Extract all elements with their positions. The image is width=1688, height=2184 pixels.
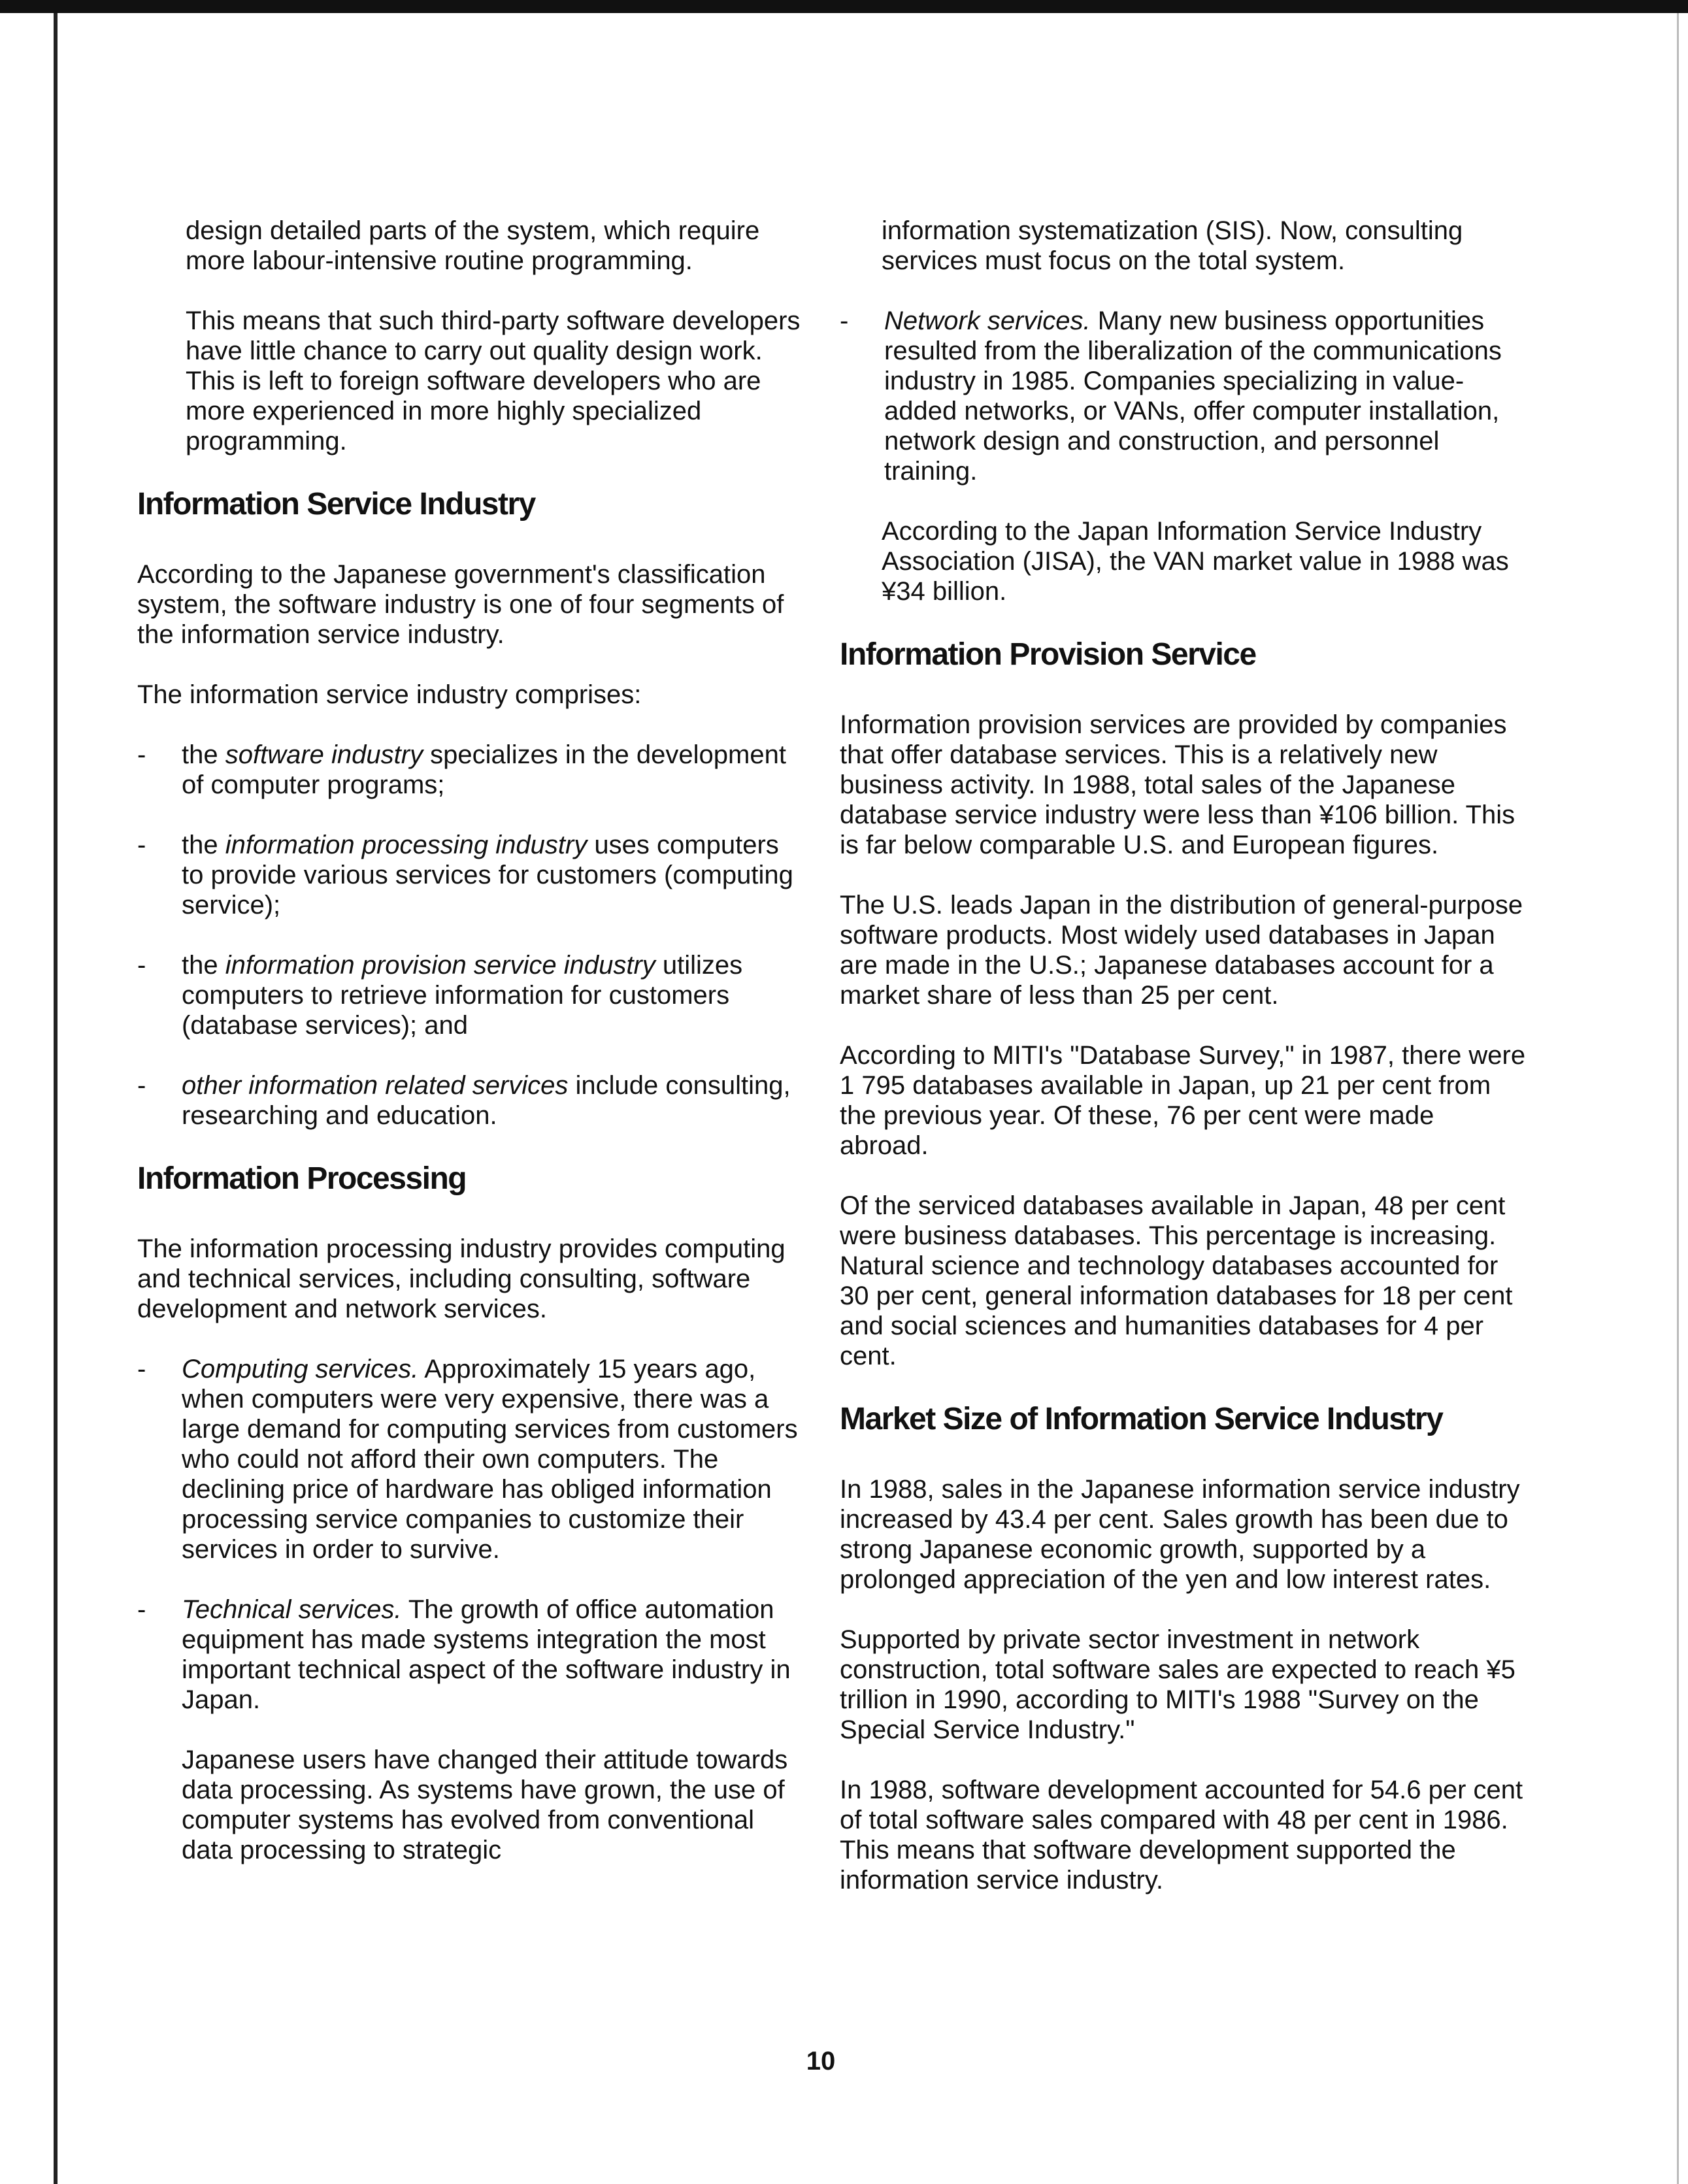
right-scan-edge xyxy=(1677,13,1679,2184)
body-paragraph: In 1988, software development accounted for 54.6 per cent of total software sales compared with 48 per cent in 1986. This means that software development supported the information service industry. xyxy=(840,1776,1523,1894)
list-item: - the information processing industry uses computers to provide various services for customers (computing service); xyxy=(137,831,793,919)
list-dash: - xyxy=(137,1355,146,1383)
section-heading-market-size: Market Size of Information Service Industry xyxy=(840,1402,1443,1436)
list-item: - Technical services. The growth of office automation equipment has made systems integration the most important technical aspect of the software industry in Japan. xyxy=(137,1595,791,1714)
list-item-term: information provision service industry xyxy=(225,951,655,980)
list-item-term: Technical services. xyxy=(182,1595,402,1624)
page-number: 10 xyxy=(806,2047,836,2076)
body-paragraph: In 1988, sales in the Japanese information service industry increased by 43.4 per cent. Sales growth has been due to strong Japanese economic growth, supported by a prolonged appreciation of the yen and low interest rates. xyxy=(840,1475,1520,1594)
section-heading-information-service-industry: Information Service Industry xyxy=(137,487,535,521)
list-item-term: Computing services. xyxy=(182,1355,419,1383)
list-dash: - xyxy=(840,306,849,335)
body-paragraph: According to the Japan Information Service Industry Association (JISA), the VAN market value in 1988 was ¥34 billion. xyxy=(882,517,1509,606)
section-heading-information-provision-service: Information Provision Service xyxy=(840,637,1256,672)
body-paragraph: Of the serviced databases available in Japan, 48 per cent were business databases. This percentage is increasing. Natural science and technology databases accounted for 30 per cent, general information databases for 18 per cent and social sciences and humanities databases for 4 per cent. xyxy=(840,1191,1513,1370)
list-item: - the information provision service industry utilizes computers to retrieve information for customers (database services); and xyxy=(137,951,743,1040)
body-paragraph: According to the Japanese government's classification system, the software industry is one of four segments of the information service industry. xyxy=(137,560,784,649)
list-dash: - xyxy=(137,831,146,859)
intro-paragraph: This means that such third-party software developers have little chance to carry out quality design work. This is left to foreign software developers who are more experienced in more highly specialized programming. xyxy=(186,306,801,455)
top-border-rule xyxy=(0,0,1688,13)
body-paragraph: Supported by private sector investment in network construction, total software sales are expected to reach ¥5 trillion in 1990, according to MITI's 1988 "Survey on the Special Service Industry." xyxy=(840,1625,1515,1744)
section-heading-information-processing: Information Processing xyxy=(137,1161,467,1196)
left-column xyxy=(137,216,804,1895)
body-paragraph: The U.S. leads Japan in the distribution of general-purpose software products. Most widely used databases in Japan are made in the U.S.; Japanese databases account for a market share of less than 25 per cent. xyxy=(840,891,1523,1010)
list-item: - Network services. Many new business opportunities resulted from the liberalization of the communications industry in 1985. Companies specializing in value-added networks, or VANs, offer computer installation, network design and construction, and personnel training. xyxy=(840,306,1502,486)
list-dash: - xyxy=(137,951,146,980)
right-column xyxy=(840,216,1526,1925)
body-paragraph: information systematization (SIS). Now, consulting services must focus on the total system. xyxy=(882,216,1463,275)
left-border-rule xyxy=(54,13,58,2184)
list-item: - other information related services include consulting, researching and education. xyxy=(137,1071,791,1130)
list-dash: - xyxy=(137,1595,146,1624)
list-item-term: Network services. xyxy=(884,306,1091,335)
list-dash: - xyxy=(137,1071,146,1100)
list-item-term: other information related services xyxy=(182,1071,569,1100)
body-paragraph: Information provision services are provided by companies that offer database services. This is a relatively new business activity. In 1988, total sales of the Japanese database service industry were less than ¥106 billion. This is far below comparable U.S. and European figures. xyxy=(840,710,1515,859)
list-dash: - xyxy=(137,740,146,769)
body-paragraph: The information service industry comprises: xyxy=(137,680,642,709)
body-paragraph: According to MITI's "Database Survey," in 1987, there were 1 795 databases available in Japan, up 21 per cent from the previous year. Of these, 76 per cent were made abroad. xyxy=(840,1041,1526,1160)
list-item: - the software industry specializes in the development of computer programs; xyxy=(137,740,786,799)
body-paragraph: Japanese users have changed their attitude towards data processing. As systems have grown, the use of computer systems has evolved from conventional data processing to strategic xyxy=(182,1746,788,1864)
intro-paragraph: design detailed parts of the system, which require more labour-intensive routine programming. xyxy=(186,216,760,275)
list-item-term: software industry xyxy=(225,740,423,769)
body-paragraph: The information processing industry provides computing and technical services, including consulting, software development and network services. xyxy=(137,1234,786,1323)
list-item-term: information processing industry xyxy=(225,831,587,859)
list-item: - Computing services. Approximately 15 years ago, when computers were very expensive, there was a large demand for computing services from customers who could not afford their own computers. The declining price of hardware has obliged information processing service companies to customize their services in order to survive. xyxy=(137,1355,798,1564)
